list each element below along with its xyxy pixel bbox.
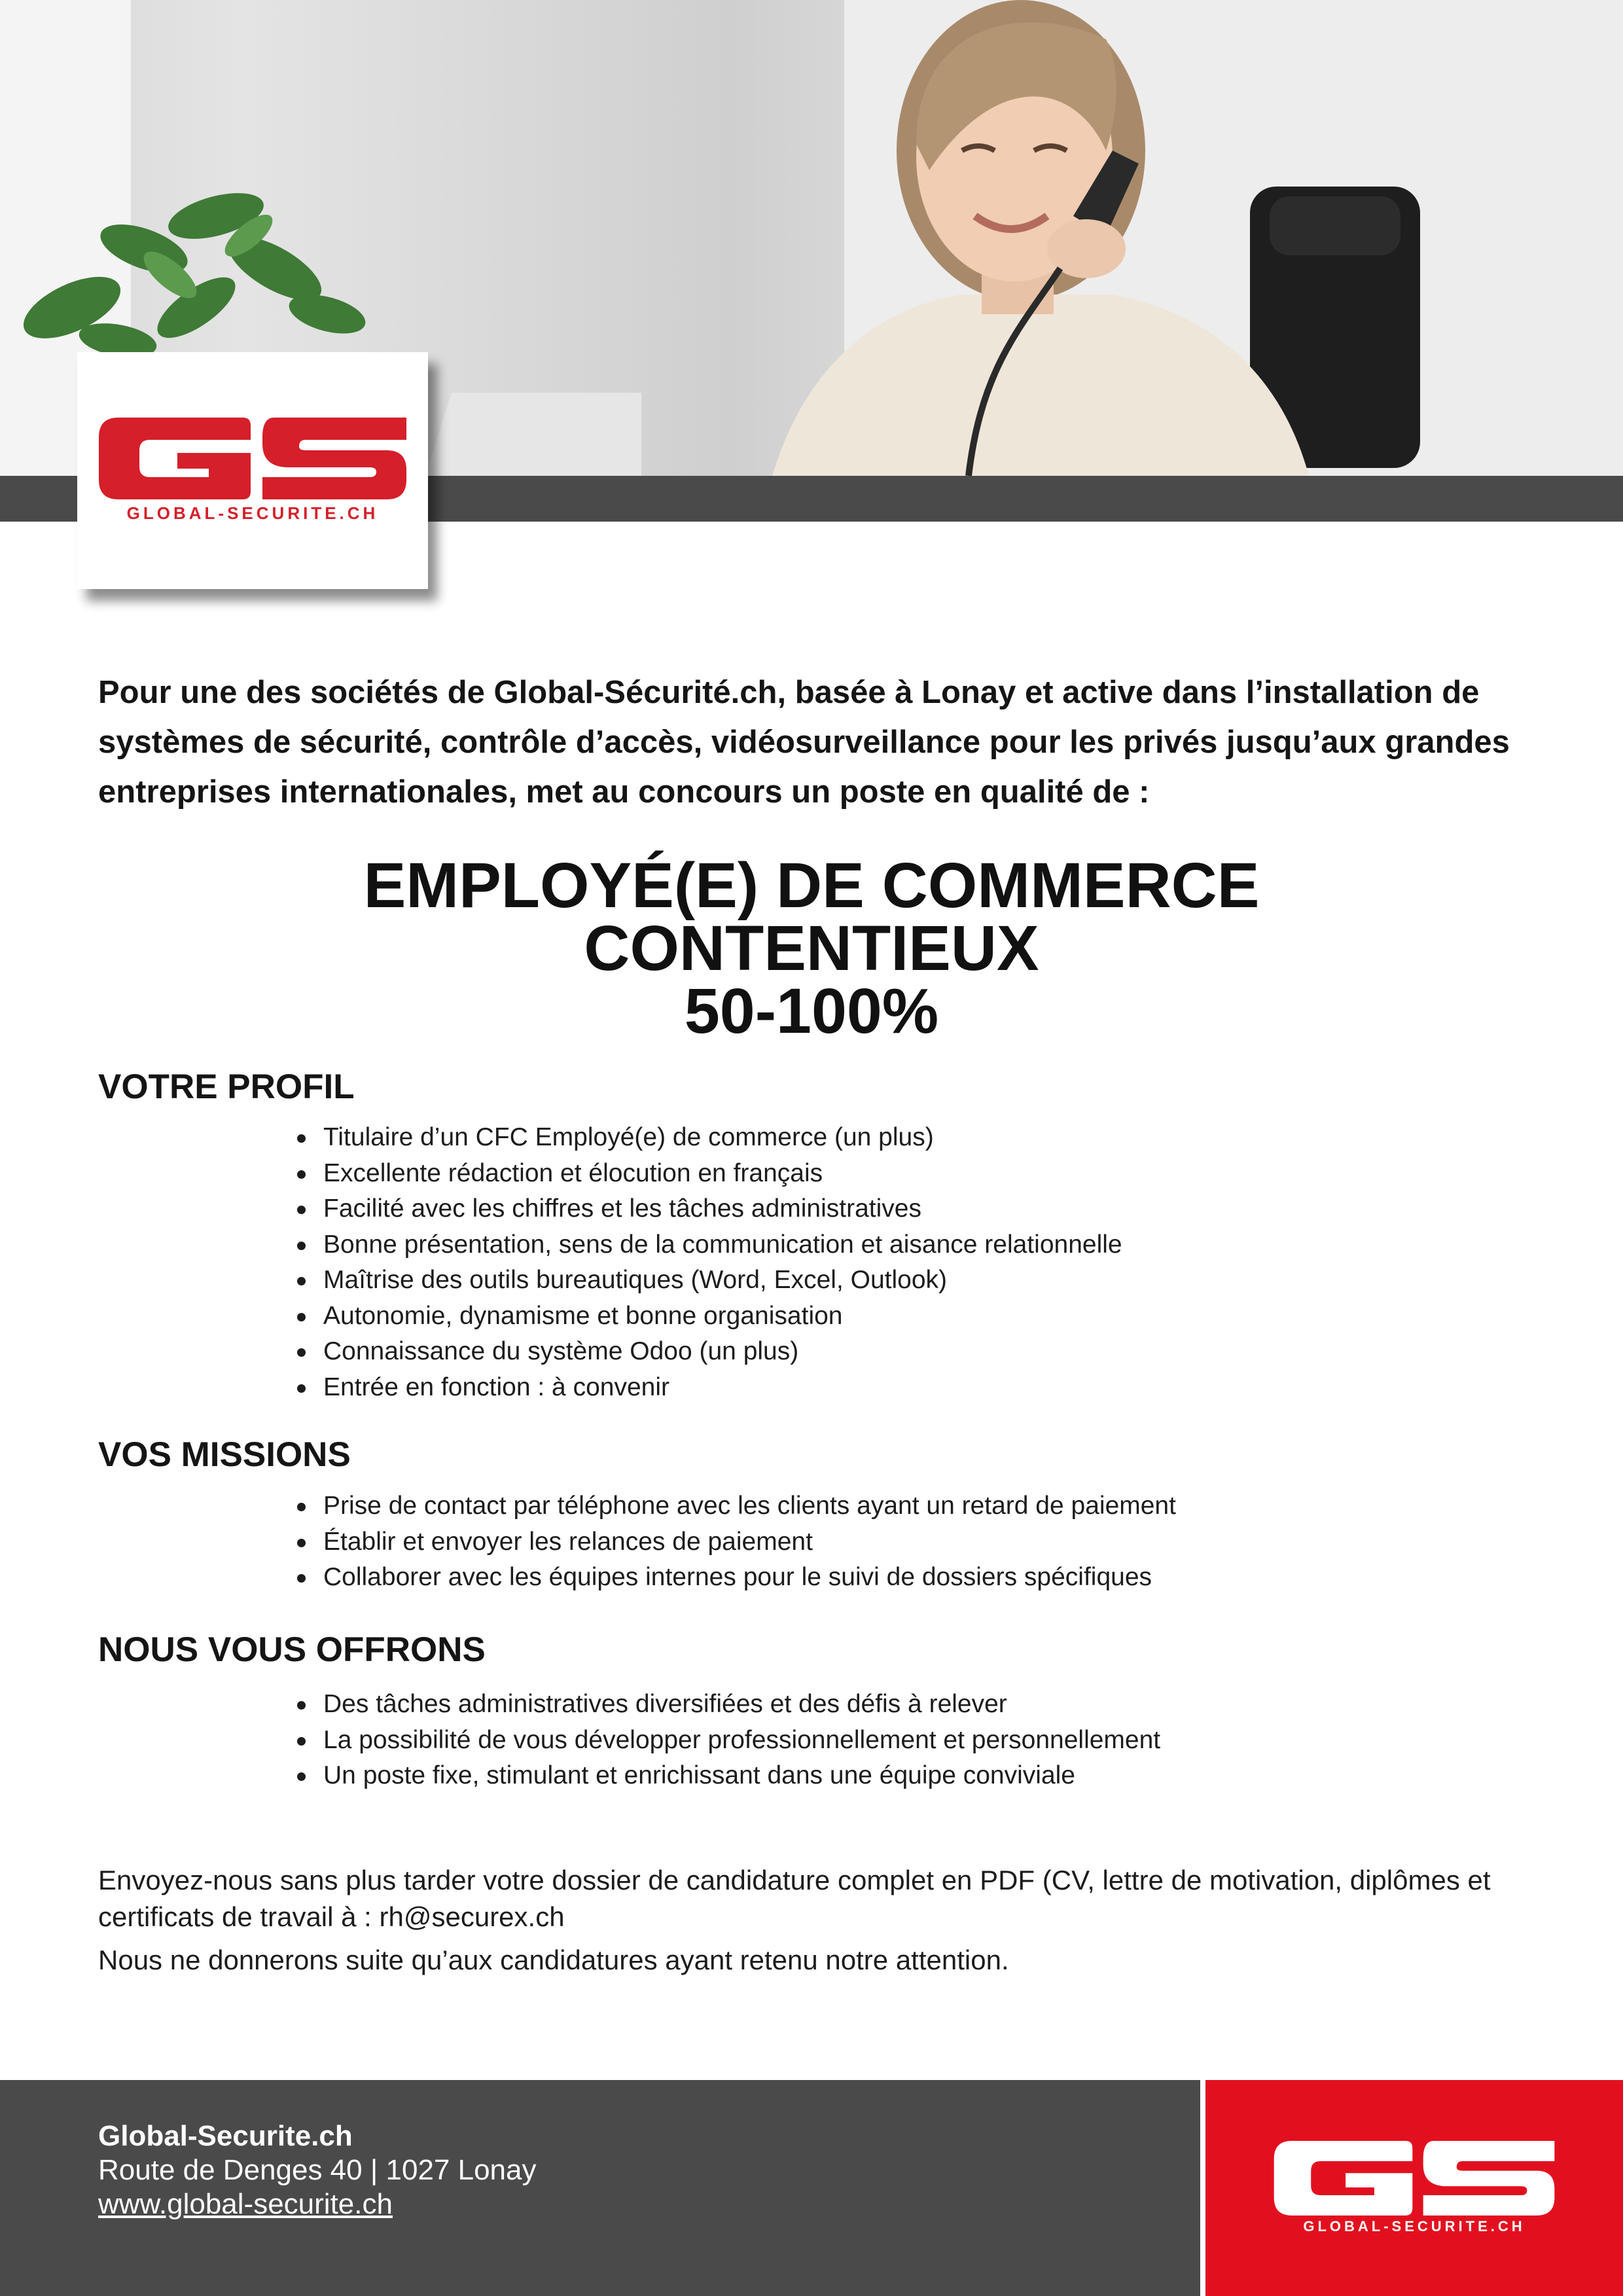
list-item: Collaborer avec les équipes internes pour le suivi de dossiers spécifiques [294, 1560, 1176, 1596]
list-item: Maîtrise des outils bureautiques (Word, Excel, Outlook) [294, 1263, 1122, 1299]
list-item: Facilité avec les chiffres et les tâches administratives [294, 1191, 1122, 1227]
list-item: Entrée en fonction : à convenir [294, 1370, 1122, 1406]
job-title-line-2: CONTENTIEUX [584, 912, 1039, 984]
gs-logo-mark [99, 418, 406, 499]
job-title-line-1: EMPLOYÉ(E) DE COMMERCE [363, 850, 1260, 921]
list-item: Titulaire d’un CFC Employé(e) de commerce (un plus) [294, 1120, 1122, 1156]
list-item: Excellente rédaction et élocution en français [294, 1156, 1122, 1192]
intro-paragraph: Pour une des sociétés de Global-Sécurité.ch, basée à Lonay et active dans l’installation de systèmes de sécurité, contrôle d’accès, vidéosurveillance pour les privés jusqu’aux grandes entreprises internationales, met au concours un poste en qualité de : [98, 675, 1510, 810]
footer-website-link[interactable]: www.global-securite.ch [98, 2188, 393, 2220]
missions-list [294, 1488, 1176, 1596]
offer-list [294, 1687, 1160, 1794]
job-title [0, 850, 1623, 1047]
footer-contact [98, 2119, 537, 2221]
job-title-line-3: 50-100% [684, 975, 939, 1047]
list-item: Prise de contact par téléphone avec les clients ayant un retard de paiement [294, 1488, 1176, 1524]
application-instructions: Envoyez-nous sans plus tarder votre dossier de candidature complet en PDF (CV, lettre de motivation, diplômes et certificats de travail à : rh@securex.ch [98, 1865, 1491, 1932]
logo-subtitle: GLOBAL-SECURITE.CH [126, 503, 379, 523]
profile-list [294, 1120, 1122, 1405]
list-item: Établir et envoyer les relances de paiement [294, 1524, 1176, 1560]
list-item: La possibilité de vous développer professionnellement et personnellement [294, 1723, 1160, 1759]
footer-gs-logo-mark [1274, 2141, 1555, 2215]
application-section [98, 1862, 1551, 1979]
list-item: Connaissance du système Odoo (un plus) [294, 1334, 1122, 1370]
application-note: Nous ne donnerons suite qu’aux candidatures ayant retenu notre attention. [98, 1945, 1009, 1975]
footer-address: Route de Denges 40 | 1027 Lonay [98, 2154, 537, 2186]
profile-heading: VOTRE PROFIL [98, 1067, 355, 1106]
list-item: Des tâches administratives diversifiées et des défis à relever [294, 1687, 1160, 1723]
footer-gs-logo-icon [1274, 2141, 1555, 2215]
footer-logo-panel [1205, 2080, 1623, 2296]
gs-logo-icon [99, 418, 406, 499]
footer-logo-subtitle: GLOBAL-SECURITE.CH [1303, 2218, 1525, 2234]
missions-heading: VOS MISSIONS [98, 1435, 351, 1474]
company-logo [77, 352, 428, 589]
list-item: Un poste fixe, stimulant et enrichissant dans une équipe conviviale [294, 1758, 1160, 1794]
list-item: Autonomie, dynamisme et bonne organisation [294, 1299, 1122, 1335]
footer-company-name: Global-Securite.ch [98, 2120, 353, 2152]
offer-heading: NOUS VOUS OFFRONS [98, 1630, 486, 1669]
list-item: Bonne présentation, sens de la communication et aisance relationnelle [294, 1227, 1122, 1263]
